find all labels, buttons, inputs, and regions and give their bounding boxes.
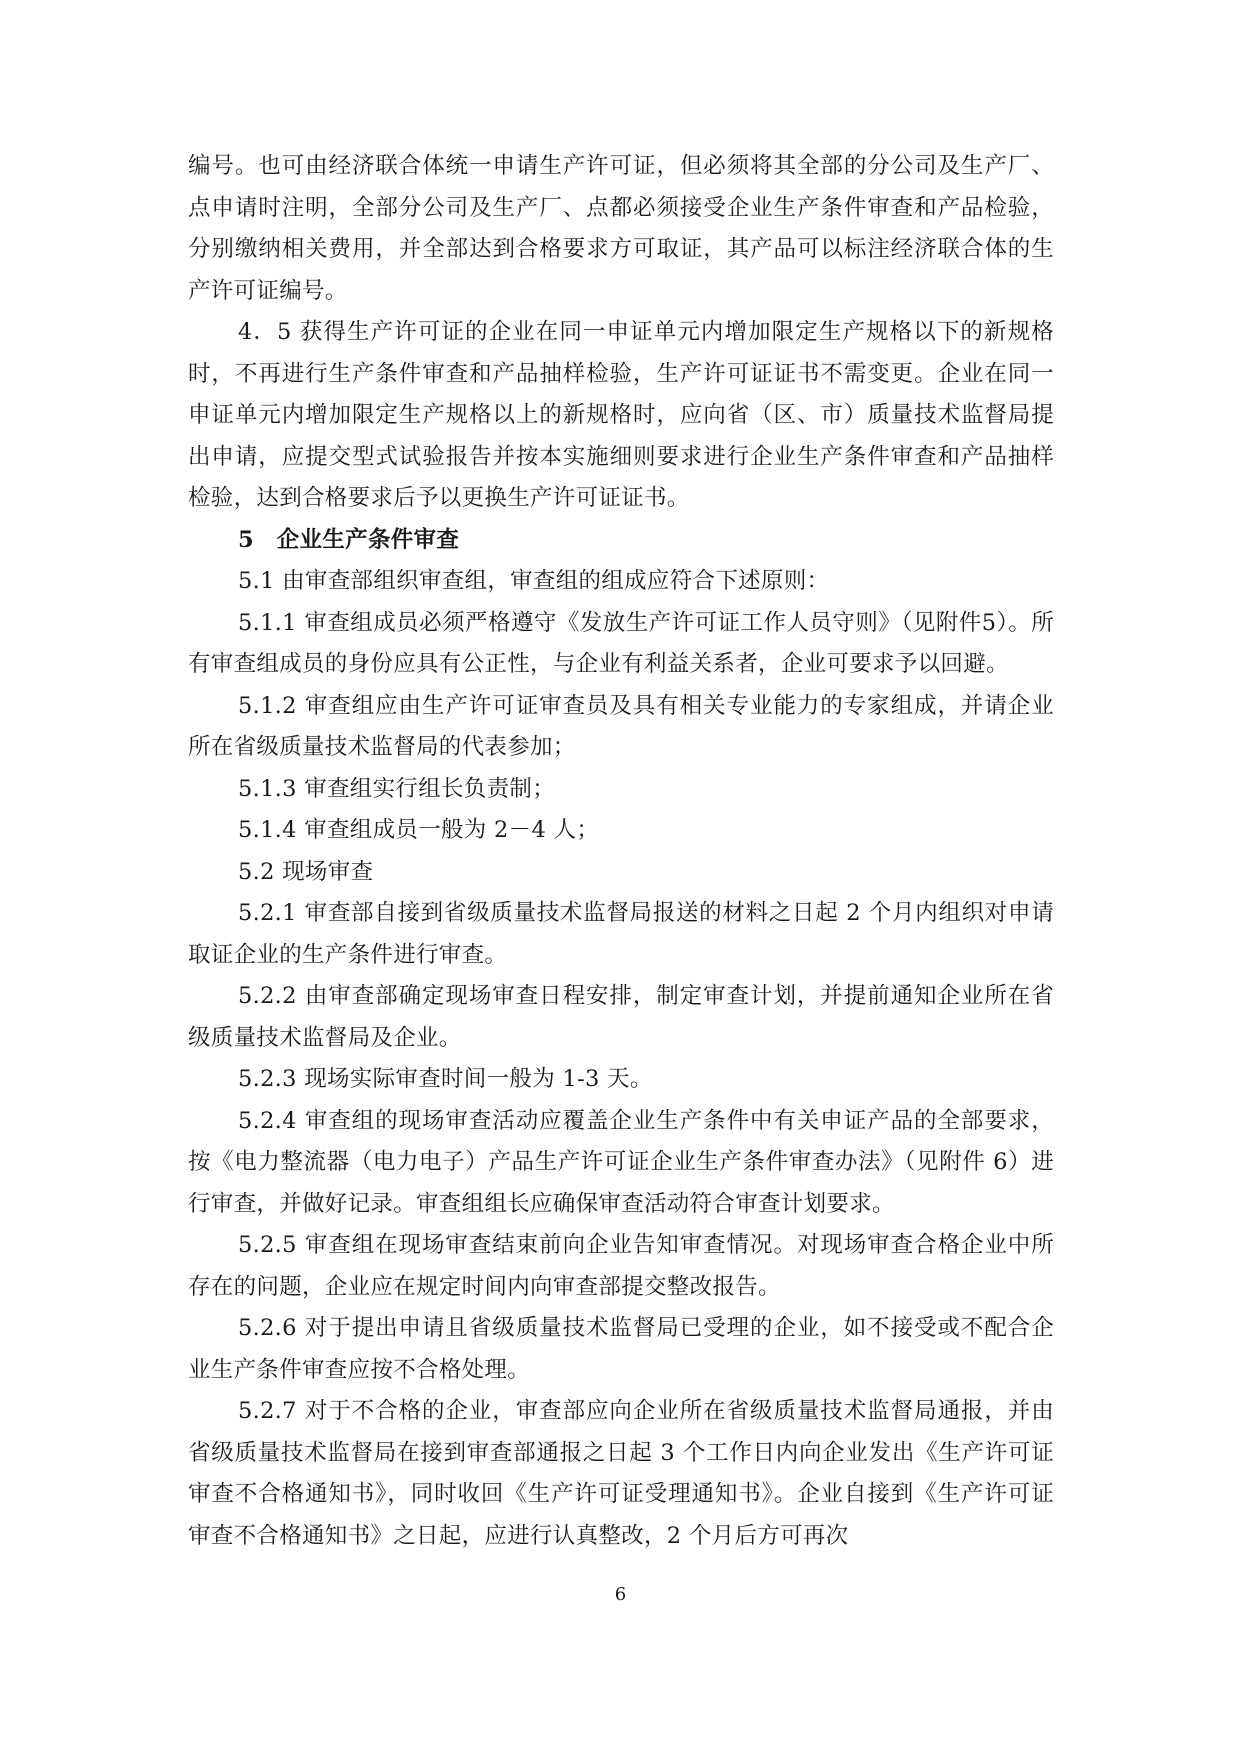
paragraph-continuation: 编号。也可由经济联合体统一申请生产许可证，但必须将其全部的分公司及生产厂、点申请时注明，全部分公司及生产厂、点都必须接受企业生产条件审查和产品检验，分别缴纳相关费用，并全部达到合格要求方可取证，其产品可以标注经济联合体的生产许可证编号。 (188, 153, 1054, 304)
paragraph-5-2-1: 5.2.1 审查部自接到省级质量技术监督局报送的材料之日起 2 个月内组织对申请取证企业的生产条件进行审查。 (188, 900, 1054, 968)
paragraph-5-2-7: 5.2.7 对于不合格的企业，审查部应向企业所在省级质量技术监督局通报，并由省级质量技术监督局在接到审查部通报之日起 3 个工作日内向企业发出《生产许可证审查不合格通知书》，同时收回《生产许可证受理通知书》。企业自接到《生产许可证审查不合格通知书》之日起，应进行认真整改，2 个月后方可再次 (188, 1398, 1054, 1549)
section-heading-5: 5 企业生产条件审查 (238, 526, 460, 553)
paragraph-5-2-5: 5.2.5 审查组在现场审查结束前向企业告知审查情况。对现场审查合格企业中所存在的问题，企业应在规定时间内向审查部提交整改报告。 (188, 1232, 1054, 1300)
paragraph-5-2-2: 5.2.2 由审查部确定现场审查日程安排，制定审查计划，并提前通知企业所在省级质量技术监督局及企业。 (188, 983, 1054, 1051)
paragraph-5-1-3: 5.1.3 审查组实行组长负责制； (238, 775, 556, 802)
paragraph-5-1: 5.1 由审查部组织审查组，审查组的组成应符合下述原则： (238, 568, 830, 594)
paragraph-5-2-3: 5.2.3 现场实际审查时间一般为 1-3 天。 (238, 1066, 653, 1092)
paragraph-5-2-4: 5.2.4 审查组的现场审查活动应覆盖企业生产条件中有关申证产品的全部要求，按《电力整流器（电力电子）产品生产许可证企业生产条件审查办法》（见附件 6）进行审查，并做好记录。审查组组长应确保审查活动符合审查计划要求。 (188, 1107, 1054, 1217)
document-body (188, 146, 1054, 1557)
paragraph-5-2-6: 5.2.6 对于提出申请且省级质量技术监督局已受理的企业，如不接受或不配合企业生产条件审查应按不合格处理。 (188, 1315, 1054, 1383)
paragraph-4-5: 4．5 获得生产许可证的企业在同一申证单元内增加限定生产规格以下的新规格时，不再进行生产条件审查和产品抽样检验，生产许可证证书不需变更。企业在同一申证单元内增加限定生产规格以上的新规格时，应向省（区、市）质量技术监督局提出申请，应提交型式试验报告并按本实施细则要求进行企业生产条件审查和产品抽样检验，达到合格要求后予以更换生产许可证证书。 (188, 319, 1054, 511)
paragraph-5-1-4: 5.1.4 审查组成员一般为 2－4 人； (238, 817, 600, 843)
paragraph-5-2: 5.2 现场审查 (238, 858, 374, 885)
page-number: 6 (614, 1584, 627, 1605)
paragraph-5-1-1: 5.1.1 审查组成员必须严格遵守《发放生产许可证工作人员守则》（见附件5）。所有审查组成员的身份应具有公正性，与企业有利益关系者，企业可要求予以回避。 (188, 609, 1054, 677)
paragraph-5-1-2: 5.1.2 审查组应由生产许可证审查员及具有相关专业能力的专家组成，并请企业所在省级质量技术监督局的代表参加； (188, 692, 1054, 760)
